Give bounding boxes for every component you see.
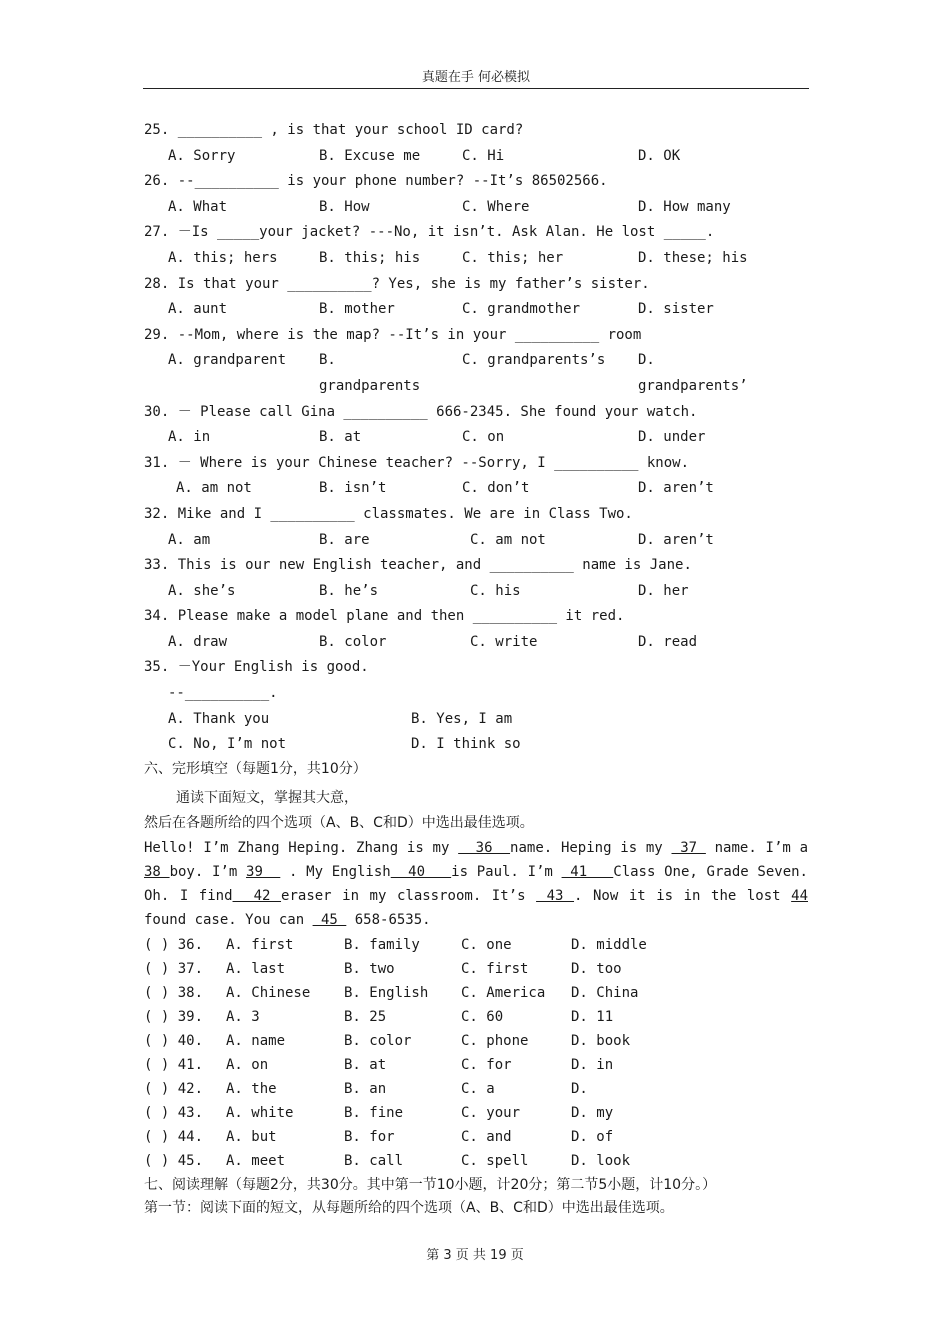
passage-text: . My English xyxy=(280,864,391,881)
question-options xyxy=(144,476,814,502)
cloze-item-number: ( ) 45. xyxy=(144,1152,204,1169)
cloze-option-b: B. color xyxy=(344,1032,412,1049)
cloze-option-d: D. of xyxy=(571,1128,614,1145)
option-c: C. don’t xyxy=(462,480,530,497)
option-c: C. on xyxy=(462,429,505,446)
option-d: D. her xyxy=(638,582,689,599)
option-b: B. at xyxy=(319,429,362,446)
option-d: D. aren’t xyxy=(638,480,714,497)
question-stem xyxy=(144,272,814,298)
option-c: C. his xyxy=(470,582,521,599)
option-d: D. xyxy=(638,352,655,369)
option-b: B. mother xyxy=(319,301,395,318)
cloze-passage xyxy=(144,836,808,933)
cloze-option-c: C. your xyxy=(461,1104,521,1121)
blank-45: 45 xyxy=(312,912,347,929)
question-options xyxy=(144,195,814,221)
cloze-items xyxy=(144,933,814,1173)
stem-text: 30. － Please call Gina __________ 666-2345. She found your watch. xyxy=(144,403,698,420)
option-d: D. aren’t xyxy=(638,531,714,548)
blank-42: 42 xyxy=(232,888,282,905)
cloze-option-b: B. family xyxy=(344,936,420,953)
cloze-option-a: A. meet xyxy=(226,1152,286,1169)
section-seven-subtitle: 第一节：阅读下面的短文，从每题所给的四个选项（A、B、C和D）中选出最佳选项。 xyxy=(144,1199,674,1216)
stem-text: 29. --Mom, where is the map? --It’s in your __________ room xyxy=(144,326,642,343)
cloze-item-row xyxy=(144,1125,814,1149)
cloze-item-row xyxy=(144,1149,814,1173)
section-seven-title: 七、阅读理解（每题2分，共30分。其中第一节10小题，计20分；第二节5小题，计10分。） xyxy=(144,1176,717,1193)
cloze-option-a: A. white xyxy=(226,1104,294,1121)
blank-39: 39 xyxy=(246,864,281,881)
question-options xyxy=(144,348,814,374)
cloze-item-number: ( ) 36. xyxy=(144,936,204,953)
cloze-item-row xyxy=(144,933,814,957)
question-stem xyxy=(144,553,814,579)
option-a: A. Sorry xyxy=(168,147,236,164)
cloze-option-d: D. China xyxy=(571,984,639,1001)
cloze-option-c: C. America xyxy=(461,984,546,1001)
stem-text: 35. －Your English is good. xyxy=(144,659,369,676)
option-a: A. am xyxy=(168,531,211,548)
question-stem-response xyxy=(144,681,814,707)
option-a: A. aunt xyxy=(168,301,228,318)
cloze-item-number: ( ) 42. xyxy=(144,1080,204,1097)
option-a: A. am not xyxy=(176,480,252,497)
cloze-item-number: ( ) 40. xyxy=(144,1032,204,1049)
passage-text: name. I’m a xyxy=(705,839,808,856)
option-c: C. grandparents’s xyxy=(462,352,606,369)
blank-37: 37 xyxy=(671,839,706,856)
cloze-option-a: A. 3 xyxy=(226,1008,260,1025)
option-b: B. How xyxy=(319,198,370,215)
cloze-option-d: D. my xyxy=(571,1104,614,1121)
stem-text: 26. --__________ is your phone number? --It’s 86502566. xyxy=(144,173,608,190)
blank-41: 41 xyxy=(561,864,614,881)
question-options xyxy=(144,630,814,656)
cloze-option-a: A. last xyxy=(226,960,286,977)
header-rule xyxy=(143,88,809,89)
question-stem xyxy=(144,655,814,681)
stem-text: 27. －Is _____your jacket? ---No, it isn’t. Ask Alan. He lost _____. xyxy=(144,224,715,241)
option-c: C. Where xyxy=(462,198,530,215)
cloze-option-a: A. but xyxy=(226,1128,277,1145)
question-stem xyxy=(144,502,814,528)
cloze-item-row xyxy=(144,1005,814,1029)
option-d: D. sister xyxy=(638,301,714,318)
option-b: B. Yes, I am xyxy=(411,710,513,727)
cloze-option-d: D. in xyxy=(571,1056,614,1073)
passage-text: is Paul. I’m xyxy=(451,864,562,881)
cloze-option-a: A. first xyxy=(226,936,294,953)
cloze-option-c: C. for xyxy=(461,1056,512,1073)
option-c: C. write xyxy=(470,633,538,650)
option-d: D. these; his xyxy=(638,249,748,266)
cloze-option-c: C. first xyxy=(461,960,529,977)
cloze-item-number: ( ) 37. xyxy=(144,960,204,977)
option-c: C. am not xyxy=(470,531,546,548)
stem-text: 32. Mike and I __________ classmates. We are in Class Two. xyxy=(144,505,633,522)
stem-text: 31. － Where is your Chinese teacher? --Sorry, I __________ know. xyxy=(144,454,690,471)
cloze-option-c: C. spell xyxy=(461,1152,529,1169)
option-d: D. How many xyxy=(638,198,731,215)
cloze-option-b: B. two xyxy=(344,960,395,977)
question-stem xyxy=(144,604,814,630)
cloze-option-b: B. for xyxy=(344,1128,395,1145)
cloze-option-c: C. phone xyxy=(461,1032,529,1049)
cloze-option-b: B. an xyxy=(344,1080,387,1097)
option-d: D. under xyxy=(638,429,706,446)
option-d: D. OK xyxy=(638,147,681,164)
cloze-option-b: B. fine xyxy=(344,1104,404,1121)
option-b: B. color xyxy=(319,633,387,650)
option-b: B. this; his xyxy=(319,249,421,266)
option-a: A. this; hers xyxy=(168,249,278,266)
question-stem xyxy=(144,118,814,144)
stem-text: 34. Please make a model plane and then __________ it red. xyxy=(144,608,625,625)
question-stem xyxy=(144,400,814,426)
page-header: 真题在手 何必模拟 xyxy=(421,70,531,85)
blank-43: 43 xyxy=(536,888,575,905)
cloze-item-number: ( ) 44. xyxy=(144,1128,204,1145)
option-b: B. Excuse me xyxy=(319,147,421,164)
option-a: A. in xyxy=(168,429,211,446)
cloze-item-row xyxy=(144,1077,814,1101)
cloze-option-a: A. Chinese xyxy=(226,984,311,1001)
question-stem xyxy=(144,451,814,477)
cloze-option-d: D. 11 xyxy=(571,1008,614,1025)
cloze-option-b: B. English xyxy=(344,984,429,1001)
section-six-title: 六、完形填空（每题1分，共10分） xyxy=(144,760,367,777)
cloze-option-c: C. and xyxy=(461,1128,512,1145)
blank-36: 36 xyxy=(458,839,511,856)
question-stem xyxy=(144,323,814,349)
stem-text: 25. __________ , is that your school ID card? xyxy=(144,122,524,138)
option-b: B. isn’t xyxy=(319,480,387,497)
passage-text: . Now it is in the lost xyxy=(574,888,792,905)
cloze-item-row xyxy=(144,981,814,1005)
blank-44: 44 xyxy=(791,888,808,905)
exam-content xyxy=(144,118,814,1221)
passage-text: 658-6535. xyxy=(346,912,431,929)
question-stem xyxy=(144,169,814,195)
cloze-item-row xyxy=(144,1029,814,1053)
section-six-instruction-2: 然后在各题所给的四个选项（A、B、C和D）中选出最佳选项。 xyxy=(144,814,534,831)
passage-text: found case. You can xyxy=(144,912,313,929)
question-options xyxy=(144,732,814,758)
question-options xyxy=(144,528,814,554)
option-a: A. draw xyxy=(168,633,228,650)
question-options xyxy=(144,425,814,451)
question-options xyxy=(144,579,814,605)
stem-text: 33. This is our new English teacher, and __________ name is Jane. xyxy=(144,557,692,574)
option-d: D. read xyxy=(638,633,698,650)
cloze-option-a: A. on xyxy=(226,1056,269,1073)
passage-text: Hello! I’m Zhang Heping. Zhang is my xyxy=(144,839,459,856)
option-a: A. she’s xyxy=(168,582,236,599)
option-a: A. What xyxy=(168,198,228,215)
cloze-option-d: D. look xyxy=(571,1152,631,1169)
cloze-option-a: A. name xyxy=(226,1032,286,1049)
cloze-option-b: B. 25 xyxy=(344,1008,387,1025)
passage-text: boy. I’m xyxy=(169,864,247,881)
option-d-text: grandparents’ xyxy=(638,377,748,394)
cloze-option-c: C. 60 xyxy=(461,1008,504,1025)
blank-40: 40 xyxy=(390,864,452,881)
option-a: A. Thank you xyxy=(168,710,270,727)
cloze-option-d: D. xyxy=(571,1080,588,1097)
cloze-option-a: A. the xyxy=(226,1080,277,1097)
option-c: C. grandmother xyxy=(462,301,581,318)
page-footer: 第 3 页 共 19 页 xyxy=(426,1248,524,1263)
response-blank: --__________. xyxy=(168,685,278,702)
cloze-item-row xyxy=(144,1053,814,1077)
option-b-text: grandparents xyxy=(319,377,421,394)
option-b: B. he’s xyxy=(319,582,379,599)
option-c: C. this; her xyxy=(462,249,564,266)
passage-text: name. Heping is my xyxy=(510,839,672,856)
cloze-option-b: B. call xyxy=(344,1152,404,1169)
cloze-option-c: C. one xyxy=(461,936,512,953)
cloze-item-number: ( ) 41. xyxy=(144,1056,204,1073)
question-options xyxy=(144,246,814,272)
option-a: A. grandparent xyxy=(168,352,287,369)
cloze-item-row xyxy=(144,957,814,981)
cloze-option-b: B. at xyxy=(344,1056,387,1073)
cloze-item-number: ( ) 38. xyxy=(144,984,204,1001)
question-options-continued xyxy=(144,374,814,400)
option-c: C. No, I’m not xyxy=(168,736,287,753)
question-options xyxy=(144,144,814,170)
option-b: B. are xyxy=(319,531,370,548)
question-options xyxy=(144,707,814,733)
cloze-option-d: D. book xyxy=(571,1032,631,1049)
question-options xyxy=(144,297,814,323)
option-b: B. xyxy=(319,352,336,369)
cloze-item-number: ( ) 43. xyxy=(144,1104,204,1121)
blank-38: 38 xyxy=(144,864,170,881)
question-stem xyxy=(144,220,814,246)
passage-text: Class One, Grade Seven. Oh. I find xyxy=(144,864,808,905)
stem-text: 28. Is that your __________? Yes, she is my father’s sister. xyxy=(144,275,650,292)
option-c: C. Hi xyxy=(462,147,505,164)
option-d: D. I think so xyxy=(411,736,521,753)
cloze-item-row xyxy=(144,1101,814,1125)
passage-text: eraser in my classroom. It’s xyxy=(281,888,537,905)
cloze-option-d: D. middle xyxy=(571,936,647,953)
cloze-option-c: C. a xyxy=(461,1080,495,1097)
cloze-item-number: ( ) 39. xyxy=(144,1008,204,1025)
section-six-instruction: 通读下面短文，掌握其大意， xyxy=(176,789,358,806)
cloze-option-d: D. too xyxy=(571,960,622,977)
